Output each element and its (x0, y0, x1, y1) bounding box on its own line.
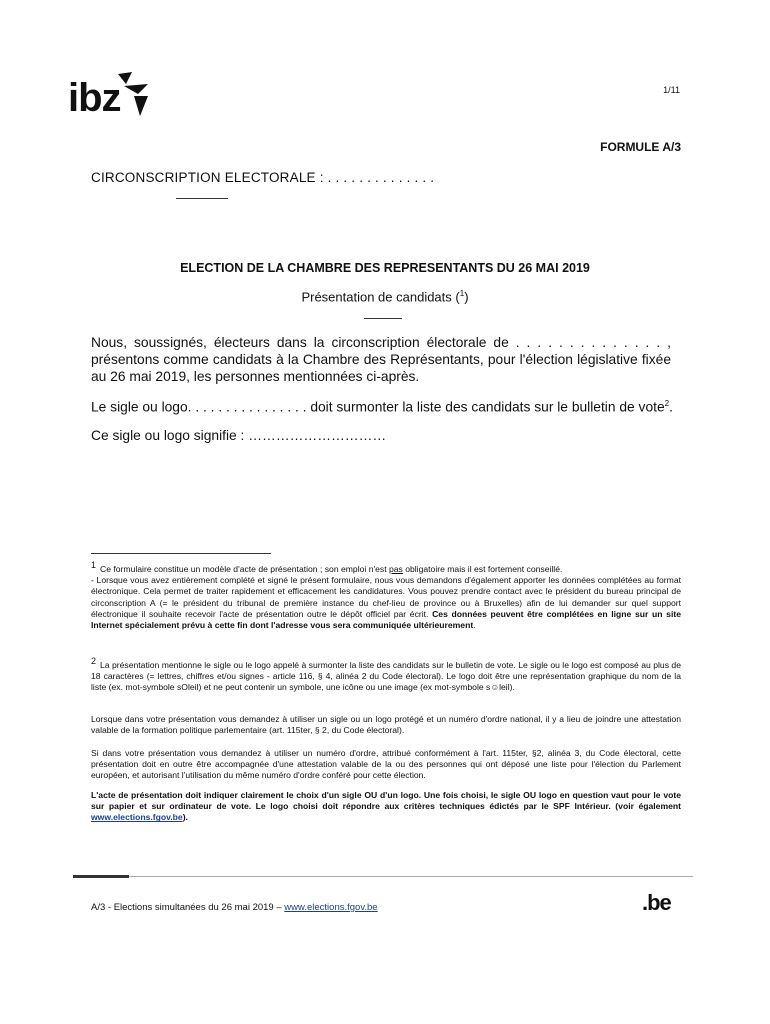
footnote-text: La présentation mentionne le sigle ou le logo appelé à surmonter la liste des candidats sur le bulletin de vote. Le sigle ou le logo est composé au plus de 18 caractères (= lettres, chiffres et/ou signes - article 116, § 4, alinéa 2 du Code électoral). Le logo doit être une représentation graphique du nom de la liste (ex. mot-symbole sOleil) et ne peut contenir un symbole, une icône ou une image (ex mot-symbole s☺leil). (91, 660, 681, 693)
footnote-bold: Ces données peuvent être complétées en ligne sur un site Internet spécialement prévu à cette fin dont l'adresse vous sera communiquée ultérieurement (91, 608, 681, 631)
footnote-2 (91, 656, 681, 694)
footer-text (91, 902, 378, 913)
form-code: FORMULE A/3 (600, 140, 681, 154)
footnote-text: Ce formulaire constitue un modèle d'acte de présentation ; son emploi n'est (100, 564, 389, 574)
footnote-text: ). (182, 812, 188, 823)
footnote-text: . (473, 620, 476, 631)
footnote-number: 2 (91, 656, 97, 666)
footnote-sigle-protege: Lorsque dans votre présentation vous demandez à utiliser un sigle ou un logo protégé et un numéro d'ordre national, il y a lieu de joindre une attestation valable de la formation politique parlementaire (art. 115ter, § 2, du Code électoral). (91, 714, 681, 736)
footnote-ref: 2 (664, 399, 670, 408)
page-number: 1/11 (663, 85, 680, 95)
footnote-numero-ordre: Si dans votre présentation vous demandez à utiliser un numéro d'ordre, attribué conformément à l'art. 115ter, §2, alinéa 3, du Code électoral, cette présentation doit en outre être accompagnée d'une attestation valable de la ou des personnes qui ont déposé une liste pour l'élection du Parlement européen, et autorisant l'utilisation du même numéro d'ordre conféré pour cette élection. (91, 748, 681, 781)
ibz-logo-text: ibz (68, 76, 121, 120)
footnote-divider (91, 553, 271, 554)
presentation-close: ) (464, 289, 469, 305)
paragraph-sigle (91, 395, 671, 416)
ibz-logo (68, 70, 150, 122)
presentation-text: Présentation de candidats ( (301, 289, 460, 305)
sigle-end: . (669, 399, 673, 415)
footnote-text: - Lorsque vous avez entièrement complété et signé le présent formulaire, nous vous demandons d'également apporter les données complétées au format électronique. Cela permet de traiter rapidement et efficacement les candidatures. Vous pouvez prendre contact avec le président du bureau principal de circonscription A (= le président du tribunal de première instance du chef-lieu de province ou à Bruxelles) afin de lui demander sur quel support électronique il souhaite recevoir l'acte de présentation outre le dépôt officiel par écrit. (91, 575, 681, 619)
sigle-text: Le sigle ou logo. . . . . . . . . . . . . . . . doit surmonter la liste des candidats sur le bulletin de vote (91, 399, 665, 415)
circonscription-field: CIRCONSCRIPTION ELECTORALE : . . . . . . . . . . . . . . (91, 170, 435, 185)
ibz-logo-mark-icon (68, 70, 150, 122)
presentation-subtitle (0, 289, 770, 304)
footer-bar (73, 875, 129, 878)
paragraph-candidates: Nous, soussignés, électeurs dans la circonscription électorale de . . . . . . . . . . . . . . , présentons comme candidats à la Chambre des Représentants, pour l'élection législative fixée au 26 mai 2019, les personnes mentionnées ci-après. (91, 335, 671, 384)
be-logo: .be (642, 890, 671, 915)
footnote-number: 1 (91, 560, 97, 570)
footer-label: A/3 - Elections simultanées du 26 mai 2019 – (91, 902, 285, 913)
footnote-choix-sigle (91, 790, 681, 824)
footnote-1 (91, 560, 681, 631)
footer-link[interactable]: www.elections.fgov.be (284, 902, 378, 913)
footer-rule (129, 876, 693, 877)
footnote-underlined: pas (388, 564, 403, 574)
footnote-ref: 1 (459, 289, 465, 298)
divider (364, 318, 402, 319)
footnote-text: obligatoire mais il est fortement conseillé. (402, 564, 563, 574)
divider (176, 198, 228, 199)
election-title: ELECTION DE LA CHAMBRE DES REPRESENTANTS DU 26 MAI 2019 (180, 261, 590, 275)
footnote-bold: L'acte de présentation doit indiquer clairement le choix d'un sigle OU d'un logo. Une fois choisi, le sigle OU logo en question vaut pour le vote sur papier et sur ordinateur de vote. Le logo choisi doit répondre aux critères techniques édictés par le SPF Intérieur. (voir également (91, 790, 681, 812)
paragraph-signification: Ce sigle ou logo signifie : ………………………… (91, 428, 387, 443)
elections-link[interactable]: www.elections.fgov.be (91, 812, 183, 823)
